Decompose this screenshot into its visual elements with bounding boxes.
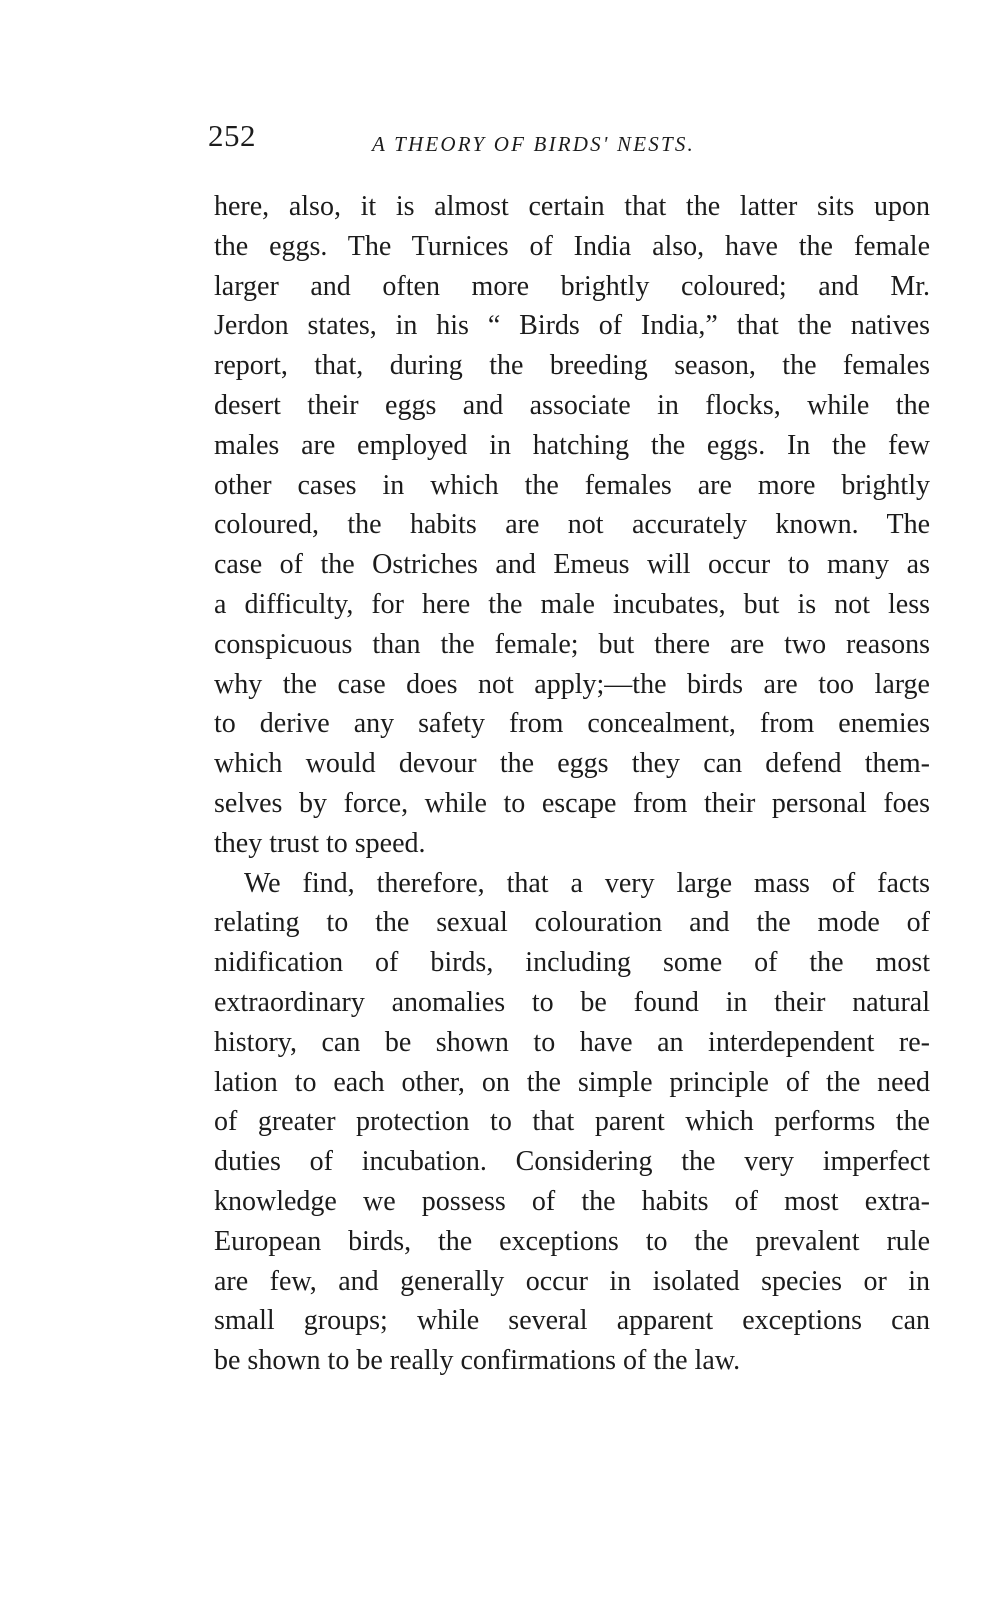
text-line: selves by force, while to escape from their personal foes [214, 787, 930, 819]
paragraph-1 [214, 187, 930, 864]
text-line: larger and often more brightly coloured; and Mr. [214, 270, 930, 302]
text-line: to derive any safety from concealment, from enemies [214, 708, 930, 740]
text-line: Jerdon states, in his “ Birds of India,” that the natives [214, 310, 930, 342]
text-line: a difficulty, for here the male incubates, but is not less [214, 588, 930, 620]
text-line: We find, therefore, that a very large mass of facts [244, 867, 930, 899]
text-line: be shown to be really confirmations of the law. [214, 1345, 741, 1377]
text-line: small groups; while several apparent exceptions can [214, 1305, 930, 1337]
text-line: European birds, the exceptions to the prevalent rule [214, 1225, 930, 1257]
text-line: lation to each other, on the simple principle of the need [214, 1066, 930, 1098]
text-line: nidification of birds, including some of the most [214, 947, 930, 979]
text-line: history, can be shown to have an interdependent re- [214, 1026, 930, 1058]
body-text [214, 187, 930, 1381]
paragraph-2 [214, 864, 930, 1381]
text-line: they trust to speed. [214, 827, 426, 859]
running-title: A THEORY OF BIRDS' NESTS. [372, 132, 695, 156]
text-line: duties of incubation. Considering the very imperfect [214, 1146, 930, 1178]
text-line: extraordinary anomalies to be found in their natural [214, 986, 930, 1018]
text-line: of greater protection to that parent which performs the [214, 1106, 930, 1138]
text-line: report, that, during the breeding season, the females [214, 350, 930, 382]
text-line: here, also, it is almost certain that the latter sits upon [214, 191, 930, 222]
text-line: coloured, the habits are not accurately known. The [214, 509, 930, 541]
text-line: case of the Ostriches and Emeus will occur to many as [214, 549, 930, 581]
running-head [208, 118, 928, 162]
text-line: why the case does not apply;—the birds are too large [214, 668, 930, 700]
text-line: knowledge we possess of the habits of most extra- [214, 1185, 930, 1217]
text-line: are few, and generally occur in isolated species or in [214, 1265, 930, 1297]
text-line: males are employed in hatching the eggs. In the few [214, 429, 930, 461]
page-number: 252 [208, 118, 256, 153]
text-line: the eggs. The Turnices of India also, have the female [214, 230, 930, 262]
text-line: which would devour the eggs they can defend them- [214, 748, 930, 780]
text-line: other cases in which the females are more brightly [214, 469, 930, 501]
text-line: desert their eggs and associate in flocks, while the [214, 389, 930, 421]
text-line: relating to the sexual colouration and the mode of [214, 907, 930, 939]
text-line: conspicuous than the female; but there are two reasons [214, 628, 930, 660]
